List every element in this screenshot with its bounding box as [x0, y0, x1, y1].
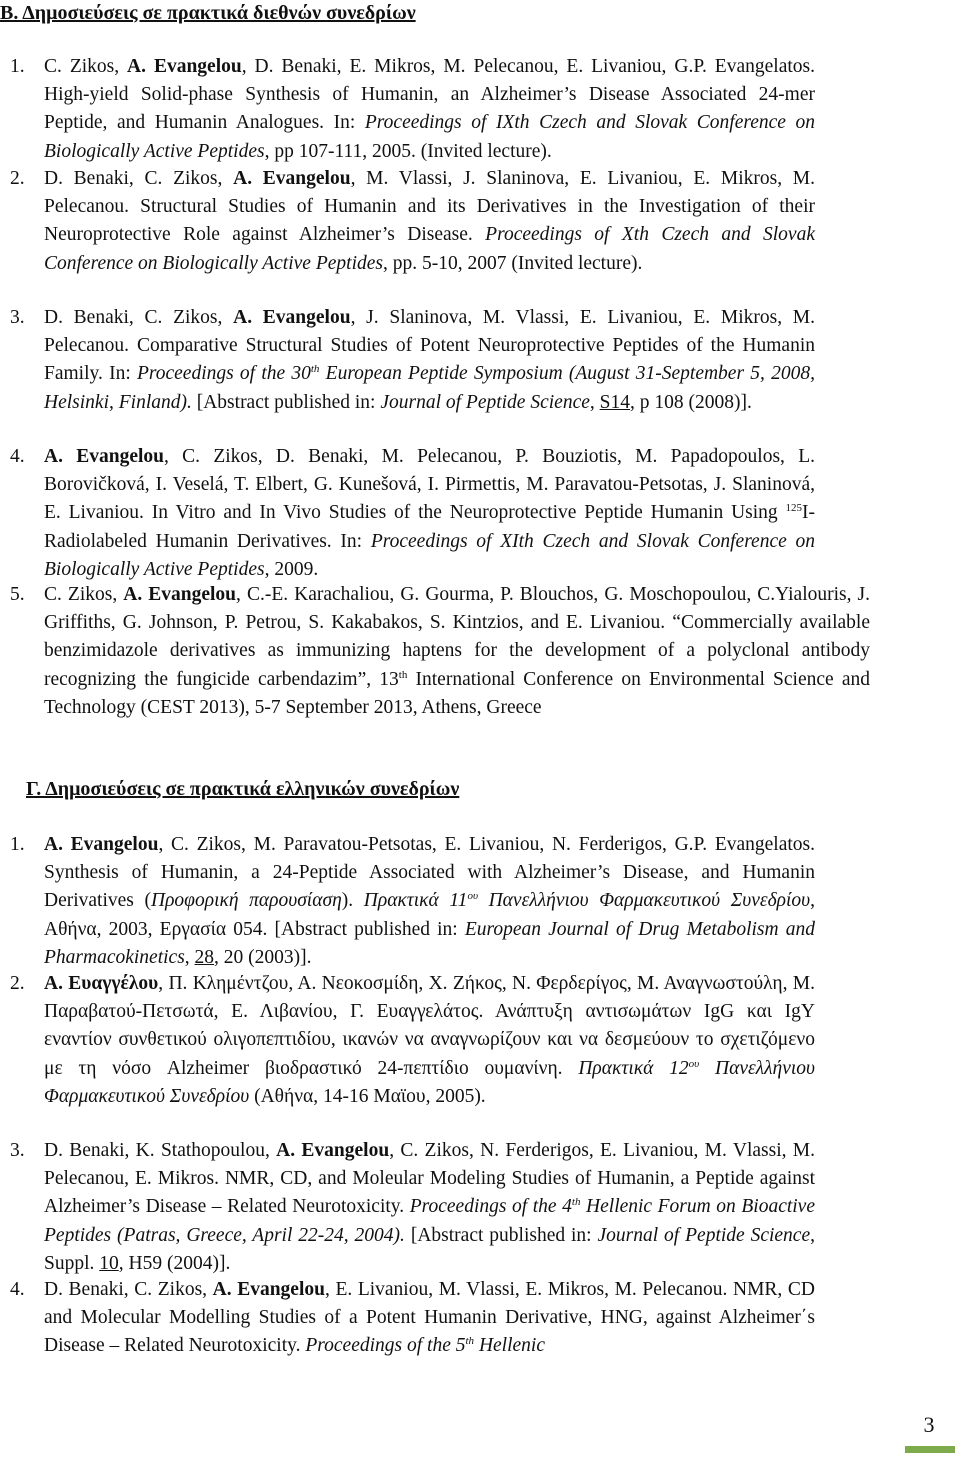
text-run: Proceedings of Xth Czech and Slovak Conference on Biologically Active Peptides — [44, 224, 815, 274]
text-run: , Αθήνα, 2003, Εργασία 054. [Abstract published in: — [44, 890, 816, 940]
entry-text — [44, 970, 815, 1111]
text-run: D. Benaki, C. Zikos, — [44, 1279, 213, 1300]
text-run: , E. Livaniou, M. Vlassi, E. Mikros, M. Pelecanou. NMR, CD and Molecular Modelling Studies of a Potent Humanin Derivative, HNG, against Alzheimer΄s Disease – Related Neurotoxicity. — [44, 1279, 815, 1357]
text-run: , C. Zikos, M. Paravatou-Petsotas, E. Livaniou, N. Ferderigos, G.P. Evangelatos. Synthesis of Humanin, a 24-Peptide Associated with Alzheimer’s Disease, and Humanin Derivatives ( — [44, 834, 815, 912]
text-run: Πρακτικά 12 — [578, 1057, 689, 1079]
entry-text — [44, 165, 815, 278]
text-run: [Abstract published in: — [191, 391, 381, 413]
text-run: D. Benaki, C. Zikos, — [44, 168, 234, 189]
text-run: , Suppl. — [44, 1224, 815, 1274]
text-run: Α. Ευαγγέλου — [44, 973, 159, 994]
text-run: ). — [341, 890, 364, 912]
publication-entry — [10, 443, 815, 584]
entry-text — [44, 53, 815, 166]
entry-text — [44, 1276, 815, 1361]
text-run: A. Evangelou — [233, 168, 351, 189]
superscript-run: ου — [688, 1057, 700, 1070]
superscript-run: th — [465, 1335, 475, 1348]
text-run: Proceedings of XIth Czech and Slovak Conference on Biologically Active Peptides — [44, 530, 816, 580]
entry-number: 3. — [10, 1140, 25, 1161]
publication-entry — [10, 831, 815, 972]
text-run: (Αθήνα, 14-16 Μαϊου, 2005). — [249, 1085, 486, 1107]
text-run: Proceedings of the 30 — [136, 363, 311, 385]
page-number-underline — [905, 1446, 955, 1453]
page-number: 3 — [923, 1412, 935, 1437]
text-run: C. Zikos, — [44, 584, 124, 605]
text-run: , pp. 5-10, 2007 (Invited lecture). — [382, 252, 643, 274]
text-run: Proceedings of the 5 — [305, 1335, 466, 1357]
publication-entry — [10, 53, 815, 166]
text-run: D. Benaki, K. Stathopoulou, — [44, 1140, 277, 1161]
text-run: I-Radiolabeled Humanin Derivatives. In: — [44, 502, 815, 552]
text-run: A. Evangelou — [212, 1279, 325, 1300]
text-run: International Conference on Environmental Science and Technology (CEST 2013), 5-7 September 2013, Athens, Greece — [44, 668, 870, 718]
superscript-run: th — [310, 363, 320, 376]
text-run: , pp 107-111, 2005. (Invited lecture). — [264, 140, 552, 162]
superscript-run: 125 — [785, 502, 802, 515]
section-heading-international: Β. Δημοσιεύσεις σε πρακτικά διεθνών συνεδρίων — [0, 2, 416, 24]
text-run: Πρακτικά 11 — [363, 890, 468, 912]
entry-text — [44, 831, 815, 972]
text-run: Hellenic — [474, 1335, 545, 1357]
superscript-run: ου — [467, 890, 478, 903]
text-run: Προφορική παρουσίαση — [150, 890, 342, 912]
text-run: Journal of Peptide Science — [380, 391, 590, 413]
publication-entry — [10, 1137, 815, 1278]
text-run: , J. Slaninova, M. Vlassi, E. Livaniou, E. Mikros, M. Pelecanou. Comparative Structural Studies of Potent Neuroprotective Peptides of the Humanin Family. In: — [44, 307, 816, 385]
entry-text — [44, 1137, 815, 1278]
entry-text — [44, 443, 815, 584]
text-run: Πανελλήνιου Φαρμακευτικού Συνεδρίου — [478, 890, 811, 912]
text-run: 10 — [99, 1252, 119, 1274]
text-run: Journal of Peptide Science — [597, 1224, 811, 1246]
entry-number: 2. — [10, 973, 25, 994]
publication-entry — [10, 165, 815, 278]
text-run: D. Benaki, C. Zikos, — [44, 307, 234, 328]
superscript-run: th — [398, 668, 408, 681]
text-run: Hellenic Forum on Bioactive Peptides (Patras, Greece, April 22-24, 2004). — [44, 1196, 815, 1246]
text-run: A. Evangelou — [44, 834, 159, 855]
entry-text — [44, 581, 870, 722]
publication-entry — [10, 304, 815, 417]
text-run: A. Evangelou — [233, 307, 351, 328]
text-run: , — [184, 946, 195, 968]
superscript-run: th — [571, 1196, 581, 1209]
text-run: [Abstract published in: — [404, 1224, 598, 1246]
text-run: , H59 (2004)]. — [118, 1252, 231, 1274]
text-run: , — [589, 391, 600, 413]
entry-number: 1. — [10, 56, 25, 77]
entry-number: 2. — [10, 168, 25, 189]
text-run: A. Evangelou — [44, 446, 165, 467]
text-run: A. Evangelou — [123, 584, 237, 605]
text-run: S14 — [599, 391, 630, 413]
section-heading-greek: Γ. Δημοσιεύσεις σε πρακτικά ελληνικών συνεδρίων — [26, 778, 460, 800]
entry-number: 4. — [10, 446, 25, 467]
publication-entry — [10, 970, 815, 1111]
entry-number: 3. — [10, 307, 25, 328]
entry-number: 5. — [10, 584, 25, 605]
entry-number: 1. — [10, 834, 25, 855]
text-run: Proceedings of the 4 — [409, 1196, 572, 1218]
text-run: A. Evangelou — [276, 1140, 390, 1161]
text-run: Proceedings of IXth Czech and Slovak Conference on Biologically Active Peptides — [44, 112, 816, 162]
text-run: , p 108 (2008)]. — [630, 391, 752, 413]
text-run: , Π. Κλημέντζου, Α. Νεοκοσμίδη, Χ. Ζήκος, Ν. Φερδερίγος, Μ. Αναγνωστούλη, Μ. Παραβατού-Πετσωτά, Ε. Λιβανίου, Γ. Ευαγγελάτος. Ανάπτυξη αντισωμάτων IgG και IgY εναντίον συνθετικού ολιγοπεπτιδίου, ικανών να αναγνωρίζουν και να δεσμεύουν το σχετιζόμενο με τη νόσο Alzheimer βιοδραστικό 24-πεπτίδιο ουμανίνη. — [44, 973, 815, 1079]
text-run: European Journal of Drug Metabolism and Pharmacokinetics — [44, 918, 815, 968]
text-run: , C.-E. Karachaliou, G. Gourma, P. Blouchos, G. Moschopoulou, C.Yialouris, J. Griffiths, G. Johnson, P. Petrou, S. Kakabakos, S. Kintzios, and E. Livaniou. “Commercially available benzimidazole derivatives as immunizing haptens for the development of a polyclonal antibody recognizing the fungicide carbendazim”, 13 — [44, 584, 870, 690]
text-run: A. Evangelou — [127, 56, 242, 77]
publication-entry — [10, 1276, 815, 1361]
text-run: , M. Vlassi, J. Slaninova, E. Livaniou, E. Mikros, M. Pelecanou. Structural Studies of Humanin and its Derivatives in the Investigation of their Neuroprotective Role against Alzheimer’s Disease. — [44, 168, 816, 246]
publication-entry — [10, 581, 870, 722]
text-run: Πανελλήνιου Φαρμακευτικού Συνεδρίου — [44, 1057, 816, 1107]
text-run: , D. Benaki, E. Mikros, M. Pelecanou, E. Livaniou, G.P. Evangelatos. High-yield Solid-phase Synthesis of Humanin, an Alzheimer’s Disease Associated 24-mer Peptide, and Humanin Analogues. In: — [44, 56, 815, 134]
text-run: European Peptide Symposium (August 31-September 5, 2008, Helsinki, Finland). — [44, 363, 815, 413]
entry-number: 4. — [10, 1279, 25, 1300]
text-run: C. Zikos, — [44, 56, 128, 77]
text-run: , C. Zikos, D. Benaki, M. Pelecanou, P. Bouziotis, M. Papadopoulos, L. Borovičková, I. Veselá, T. Elbert, G. Kunešová, I. Pirmettis, M. Paravatou-Petsotas, J. Slaninová, E. Livaniou. In Vitro and In Vivo Studies of the Neuroprotective Peptide Humanin Using — [44, 446, 815, 524]
text-run: , C. Zikos, N. Ferderigos, E. Livaniou, M. Vlassi, M. Pelecanou, E. Mikros. NMR, CD, and Moleular Modeling Studies of Humanin, a Peptide against Alzheimer’s Disease – Related Neurotoxicity. — [44, 1140, 816, 1218]
text-run: 28 — [194, 946, 215, 968]
entry-text — [44, 304, 815, 417]
text-run: , 20 (2003)]. — [214, 946, 312, 968]
text-run: , 2009. — [264, 558, 319, 580]
